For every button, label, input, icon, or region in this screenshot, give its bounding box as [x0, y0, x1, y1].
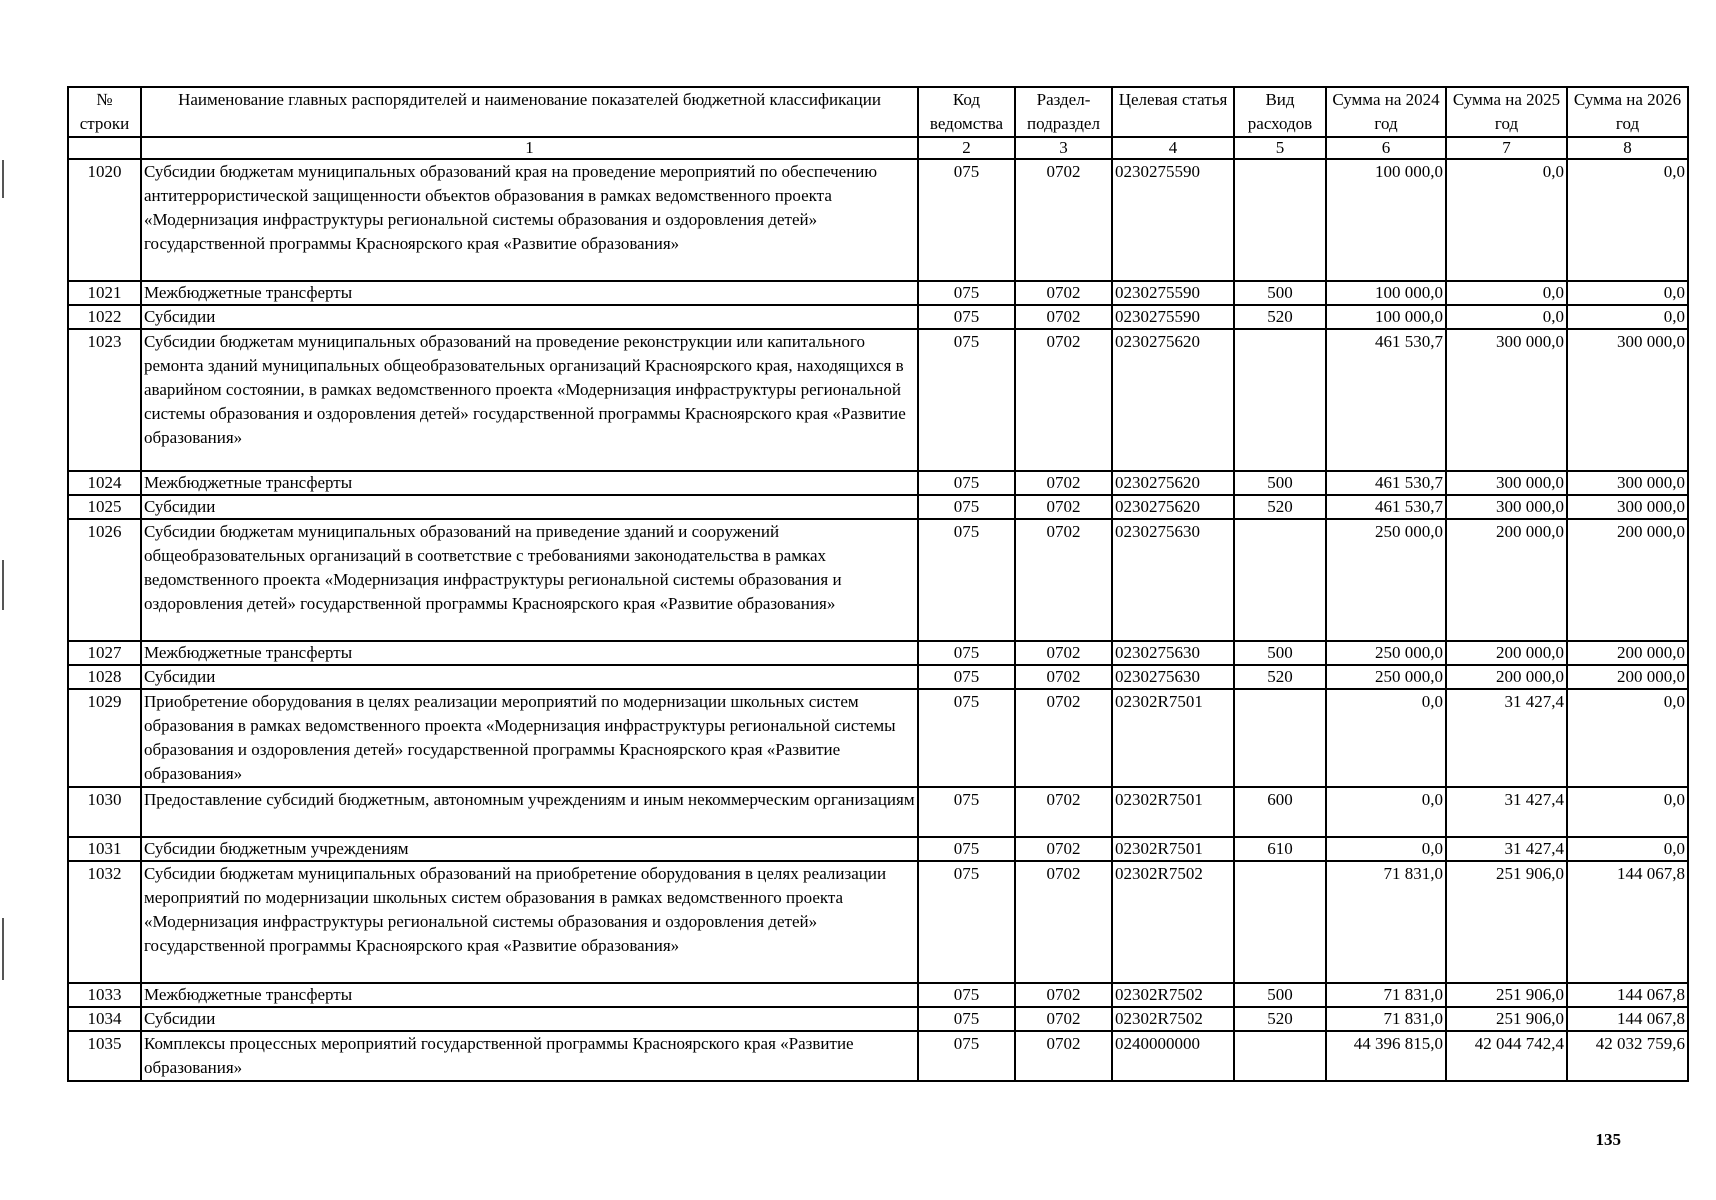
row-sum-2025: 300 000,0	[1446, 471, 1567, 495]
row-sum-2025: 251 906,0	[1446, 1007, 1567, 1031]
row-name: Субсидии бюджетам муниципальных образований на проведение реконструкции или капитального ремонта зданий муниципальных общеобразовательных организаций Красноярского края, находящихся в аварийном состоянии, в рамках ведомственного проекта «Модернизация инфраструктуры региональной системы образования и оздоровления детей» государственной программы Красноярского края «Развитие образования»	[141, 329, 918, 471]
row-sum-2026: 300 000,0	[1567, 495, 1688, 519]
row-sum-2024: 44 396 815,0	[1326, 1031, 1446, 1081]
row-name: Субсидии	[141, 495, 918, 519]
row-target: 02302R7501	[1112, 787, 1234, 837]
row-section: 0702	[1015, 159, 1112, 281]
row-expense-type: 500	[1234, 471, 1326, 495]
row-target: 0240000000	[1112, 1031, 1234, 1081]
row-section: 0702	[1015, 471, 1112, 495]
header-target: Целевая статья	[1112, 87, 1234, 137]
header-sum-2024: Сумма на 2024 год	[1326, 87, 1446, 137]
row-expense-type: 500	[1234, 983, 1326, 1007]
row-section: 0702	[1015, 1007, 1112, 1031]
row-number: 1029	[68, 689, 141, 787]
row-name: Субсидии	[141, 305, 918, 329]
row-target: 0230275590	[1112, 281, 1234, 305]
row-target: 02302R7502	[1112, 1007, 1234, 1031]
table-row	[68, 305, 1688, 329]
column-number: 6	[1326, 137, 1446, 159]
row-sum-2024: 250 000,0	[1326, 665, 1446, 689]
row-expense-type	[1234, 1031, 1326, 1081]
row-section: 0702	[1015, 787, 1112, 837]
row-name: Межбюджетные трансферты	[141, 471, 918, 495]
row-target: 02302R7502	[1112, 983, 1234, 1007]
row-name: Межбюджетные трансферты	[141, 983, 918, 1007]
row-dept-code: 075	[918, 305, 1015, 329]
row-expense-type	[1234, 689, 1326, 787]
row-name: Комплексы процессных мероприятий государственной программы Красноярского края «Развитие образования»	[141, 1031, 918, 1081]
row-dept-code: 075	[918, 1031, 1015, 1081]
table-row	[68, 281, 1688, 305]
row-sum-2024: 100 000,0	[1326, 281, 1446, 305]
table-row	[68, 665, 1688, 689]
column-number: 4	[1112, 137, 1234, 159]
row-name: Приобретение оборудования в целях реализации мероприятий по модернизации школьных систем образования в рамках ведомственного проекта «Модернизация инфраструктуры региональной системы образования и оздоровления детей» государственной программы Красноярского края «Развитие образования»	[141, 689, 918, 787]
row-target: 0230275620	[1112, 471, 1234, 495]
row-number: 1027	[68, 641, 141, 665]
column-number: 1	[141, 137, 918, 159]
column-number: 8	[1567, 137, 1688, 159]
row-name: Субсидии бюджетным учреждениям	[141, 837, 918, 861]
row-expense-type: 500	[1234, 641, 1326, 665]
header-sum-2025: Сумма на 2025 год	[1446, 87, 1567, 137]
column-number: 7	[1446, 137, 1567, 159]
table-row	[68, 787, 1688, 837]
row-number: 1028	[68, 665, 141, 689]
row-number: 1033	[68, 983, 141, 1007]
row-sum-2024: 250 000,0	[1326, 641, 1446, 665]
row-sum-2025: 31 427,4	[1446, 787, 1567, 837]
row-expense-type: 610	[1234, 837, 1326, 861]
row-number: 1025	[68, 495, 141, 519]
header-sum-2026: Сумма на 2026 год	[1567, 87, 1688, 137]
row-sum-2026: 200 000,0	[1567, 519, 1688, 641]
row-dept-code: 075	[918, 519, 1015, 641]
column-number: 2	[918, 137, 1015, 159]
row-section: 0702	[1015, 519, 1112, 641]
row-sum-2026: 0,0	[1567, 689, 1688, 787]
table-row	[68, 641, 1688, 665]
row-name: Предоставление субсидий бюджетным, автономным учреждениям и иным некоммерческим организациям	[141, 787, 918, 837]
row-expense-type: 520	[1234, 665, 1326, 689]
row-name: Субсидии бюджетам муниципальных образований на приобретение оборудования в целях реализации мероприятий по модернизации школьных систем образования в рамках ведомственного проекта «Модернизация инфраструктуры региональной системы образования и оздоровления детей» государственной программы Красноярского края «Развитие образования»	[141, 861, 918, 983]
row-expense-type	[1234, 329, 1326, 471]
row-section: 0702	[1015, 281, 1112, 305]
row-sum-2025: 251 906,0	[1446, 983, 1567, 1007]
column-number: 3	[1015, 137, 1112, 159]
column-number-blank	[68, 137, 141, 159]
row-number: 1034	[68, 1007, 141, 1031]
row-target: 02302R7501	[1112, 689, 1234, 787]
row-name: Межбюджетные трансферты	[141, 641, 918, 665]
budget-table	[67, 86, 1689, 1082]
row-expense-type: 520	[1234, 1007, 1326, 1031]
row-section: 0702	[1015, 329, 1112, 471]
row-sum-2024: 0,0	[1326, 837, 1446, 861]
row-sum-2024: 0,0	[1326, 787, 1446, 837]
row-number: 1032	[68, 861, 141, 983]
table-row	[68, 329, 1688, 471]
table-row	[68, 689, 1688, 787]
row-sum-2024: 71 831,0	[1326, 1007, 1446, 1031]
row-sum-2024: 250 000,0	[1326, 519, 1446, 641]
row-sum-2026: 144 067,8	[1567, 861, 1688, 983]
row-sum-2024: 100 000,0	[1326, 159, 1446, 281]
row-number: 1023	[68, 329, 141, 471]
row-expense-type	[1234, 159, 1326, 281]
row-sum-2024: 461 530,7	[1326, 329, 1446, 471]
row-expense-type	[1234, 861, 1326, 983]
row-section: 0702	[1015, 1031, 1112, 1081]
row-number: 1020	[68, 159, 141, 281]
row-sum-2024: 100 000,0	[1326, 305, 1446, 329]
header-row	[68, 87, 1688, 137]
row-name: Субсидии бюджетам муниципальных образований на приведение зданий и сооружений общеобразовательных организаций в соответствие с требованиями законодательства в рамках ведомственного проекта «Модернизация инфраструктуры региональной системы образования и оздоровления детей» государственной программы Красноярского края «Развитие образования»	[141, 519, 918, 641]
row-sum-2026: 200 000,0	[1567, 641, 1688, 665]
row-sum-2026: 144 067,8	[1567, 983, 1688, 1007]
row-dept-code: 075	[918, 787, 1015, 837]
row-sum-2026: 0,0	[1567, 787, 1688, 837]
page-number: 135	[1595, 1130, 1621, 1149]
row-dept-code: 075	[918, 837, 1015, 861]
table-row	[68, 159, 1688, 281]
row-sum-2025: 0,0	[1446, 305, 1567, 329]
table-row	[68, 837, 1688, 861]
row-sum-2026: 0,0	[1567, 305, 1688, 329]
row-sum-2025: 300 000,0	[1446, 329, 1567, 471]
row-sum-2026: 300 000,0	[1567, 471, 1688, 495]
row-target: 0230275630	[1112, 641, 1234, 665]
row-sum-2026: 0,0	[1567, 281, 1688, 305]
header-code: Код ведомства	[918, 87, 1015, 137]
row-sum-2026: 0,0	[1567, 837, 1688, 861]
row-sum-2026: 144 067,8	[1567, 1007, 1688, 1031]
row-sum-2024: 71 831,0	[1326, 861, 1446, 983]
row-expense-type: 520	[1234, 305, 1326, 329]
row-name: Субсидии	[141, 665, 918, 689]
row-number: 1035	[68, 1031, 141, 1081]
row-dept-code: 075	[918, 329, 1015, 471]
row-dept-code: 075	[918, 159, 1015, 281]
table-row	[68, 495, 1688, 519]
row-target: 02302R7501	[1112, 837, 1234, 861]
row-dept-code: 075	[918, 471, 1015, 495]
row-sum-2025: 300 000,0	[1446, 495, 1567, 519]
row-section: 0702	[1015, 665, 1112, 689]
row-target: 0230275590	[1112, 159, 1234, 281]
row-section: 0702	[1015, 689, 1112, 787]
row-dept-code: 075	[918, 641, 1015, 665]
header-section: Раздел-подраздел	[1015, 87, 1112, 137]
row-sum-2026: 300 000,0	[1567, 329, 1688, 471]
table-row	[68, 471, 1688, 495]
row-target: 02302R7502	[1112, 861, 1234, 983]
row-section: 0702	[1015, 837, 1112, 861]
header-name: Наименование главных распорядителей и наименование показателей бюджетной классификации	[141, 87, 918, 137]
row-sum-2025: 31 427,4	[1446, 837, 1567, 861]
row-dept-code: 075	[918, 983, 1015, 1007]
row-section: 0702	[1015, 983, 1112, 1007]
row-sum-2025: 42 044 742,4	[1446, 1031, 1567, 1081]
table-row	[68, 861, 1688, 983]
row-sum-2025: 200 000,0	[1446, 519, 1567, 641]
row-sum-2026: 0,0	[1567, 159, 1688, 281]
row-sum-2025: 251 906,0	[1446, 861, 1567, 983]
row-target: 0230275630	[1112, 665, 1234, 689]
row-dept-code: 075	[918, 689, 1015, 787]
row-target: 0230275620	[1112, 495, 1234, 519]
row-sum-2025: 31 427,4	[1446, 689, 1567, 787]
row-section: 0702	[1015, 861, 1112, 983]
row-section: 0702	[1015, 641, 1112, 665]
row-sum-2025: 0,0	[1446, 159, 1567, 281]
scan-margin-mark	[2, 160, 4, 198]
row-target: 0230275620	[1112, 329, 1234, 471]
row-number: 1030	[68, 787, 141, 837]
row-number: 1026	[68, 519, 141, 641]
row-expense-type: 600	[1234, 787, 1326, 837]
table-row	[68, 1031, 1688, 1081]
row-sum-2024: 461 530,7	[1326, 495, 1446, 519]
row-section: 0702	[1015, 495, 1112, 519]
row-expense-type: 520	[1234, 495, 1326, 519]
table-row	[68, 1007, 1688, 1031]
row-number: 1031	[68, 837, 141, 861]
row-sum-2024: 461 530,7	[1326, 471, 1446, 495]
table-row	[68, 519, 1688, 641]
row-name: Субсидии	[141, 1007, 918, 1031]
row-sum-2026: 42 032 759,6	[1567, 1031, 1688, 1081]
row-expense-type	[1234, 519, 1326, 641]
row-sum-2025: 200 000,0	[1446, 665, 1567, 689]
row-name: Субсидии бюджетам муниципальных образований края на проведение мероприятий по обеспечению антитеррористической защищенности объектов образования в рамках ведомственного проекта «Модернизация инфраструктуры региональной системы образования и оздоровления детей» государственной программы Красноярского края «Развитие образования»	[141, 159, 918, 281]
header-no: № строки	[68, 87, 141, 137]
row-number: 1021	[68, 281, 141, 305]
row-dept-code: 075	[918, 495, 1015, 519]
column-number: 5	[1234, 137, 1326, 159]
row-number: 1024	[68, 471, 141, 495]
row-sum-2025: 200 000,0	[1446, 641, 1567, 665]
row-dept-code: 075	[918, 1007, 1015, 1031]
row-sum-2024: 71 831,0	[1326, 983, 1446, 1007]
row-target: 0230275630	[1112, 519, 1234, 641]
row-dept-code: 075	[918, 281, 1015, 305]
scan-margin-mark	[2, 560, 4, 610]
row-section: 0702	[1015, 305, 1112, 329]
row-dept-code: 075	[918, 665, 1015, 689]
row-expense-type: 500	[1234, 281, 1326, 305]
row-number: 1022	[68, 305, 141, 329]
table-row	[68, 983, 1688, 1007]
row-sum-2026: 200 000,0	[1567, 665, 1688, 689]
scan-margin-mark	[2, 918, 4, 980]
header-expense: Вид расходов	[1234, 87, 1326, 137]
row-sum-2024: 0,0	[1326, 689, 1446, 787]
row-sum-2025: 0,0	[1446, 281, 1567, 305]
row-target: 0230275590	[1112, 305, 1234, 329]
row-name: Межбюджетные трансферты	[141, 281, 918, 305]
column-number-row	[68, 137, 1688, 159]
row-dept-code: 075	[918, 861, 1015, 983]
